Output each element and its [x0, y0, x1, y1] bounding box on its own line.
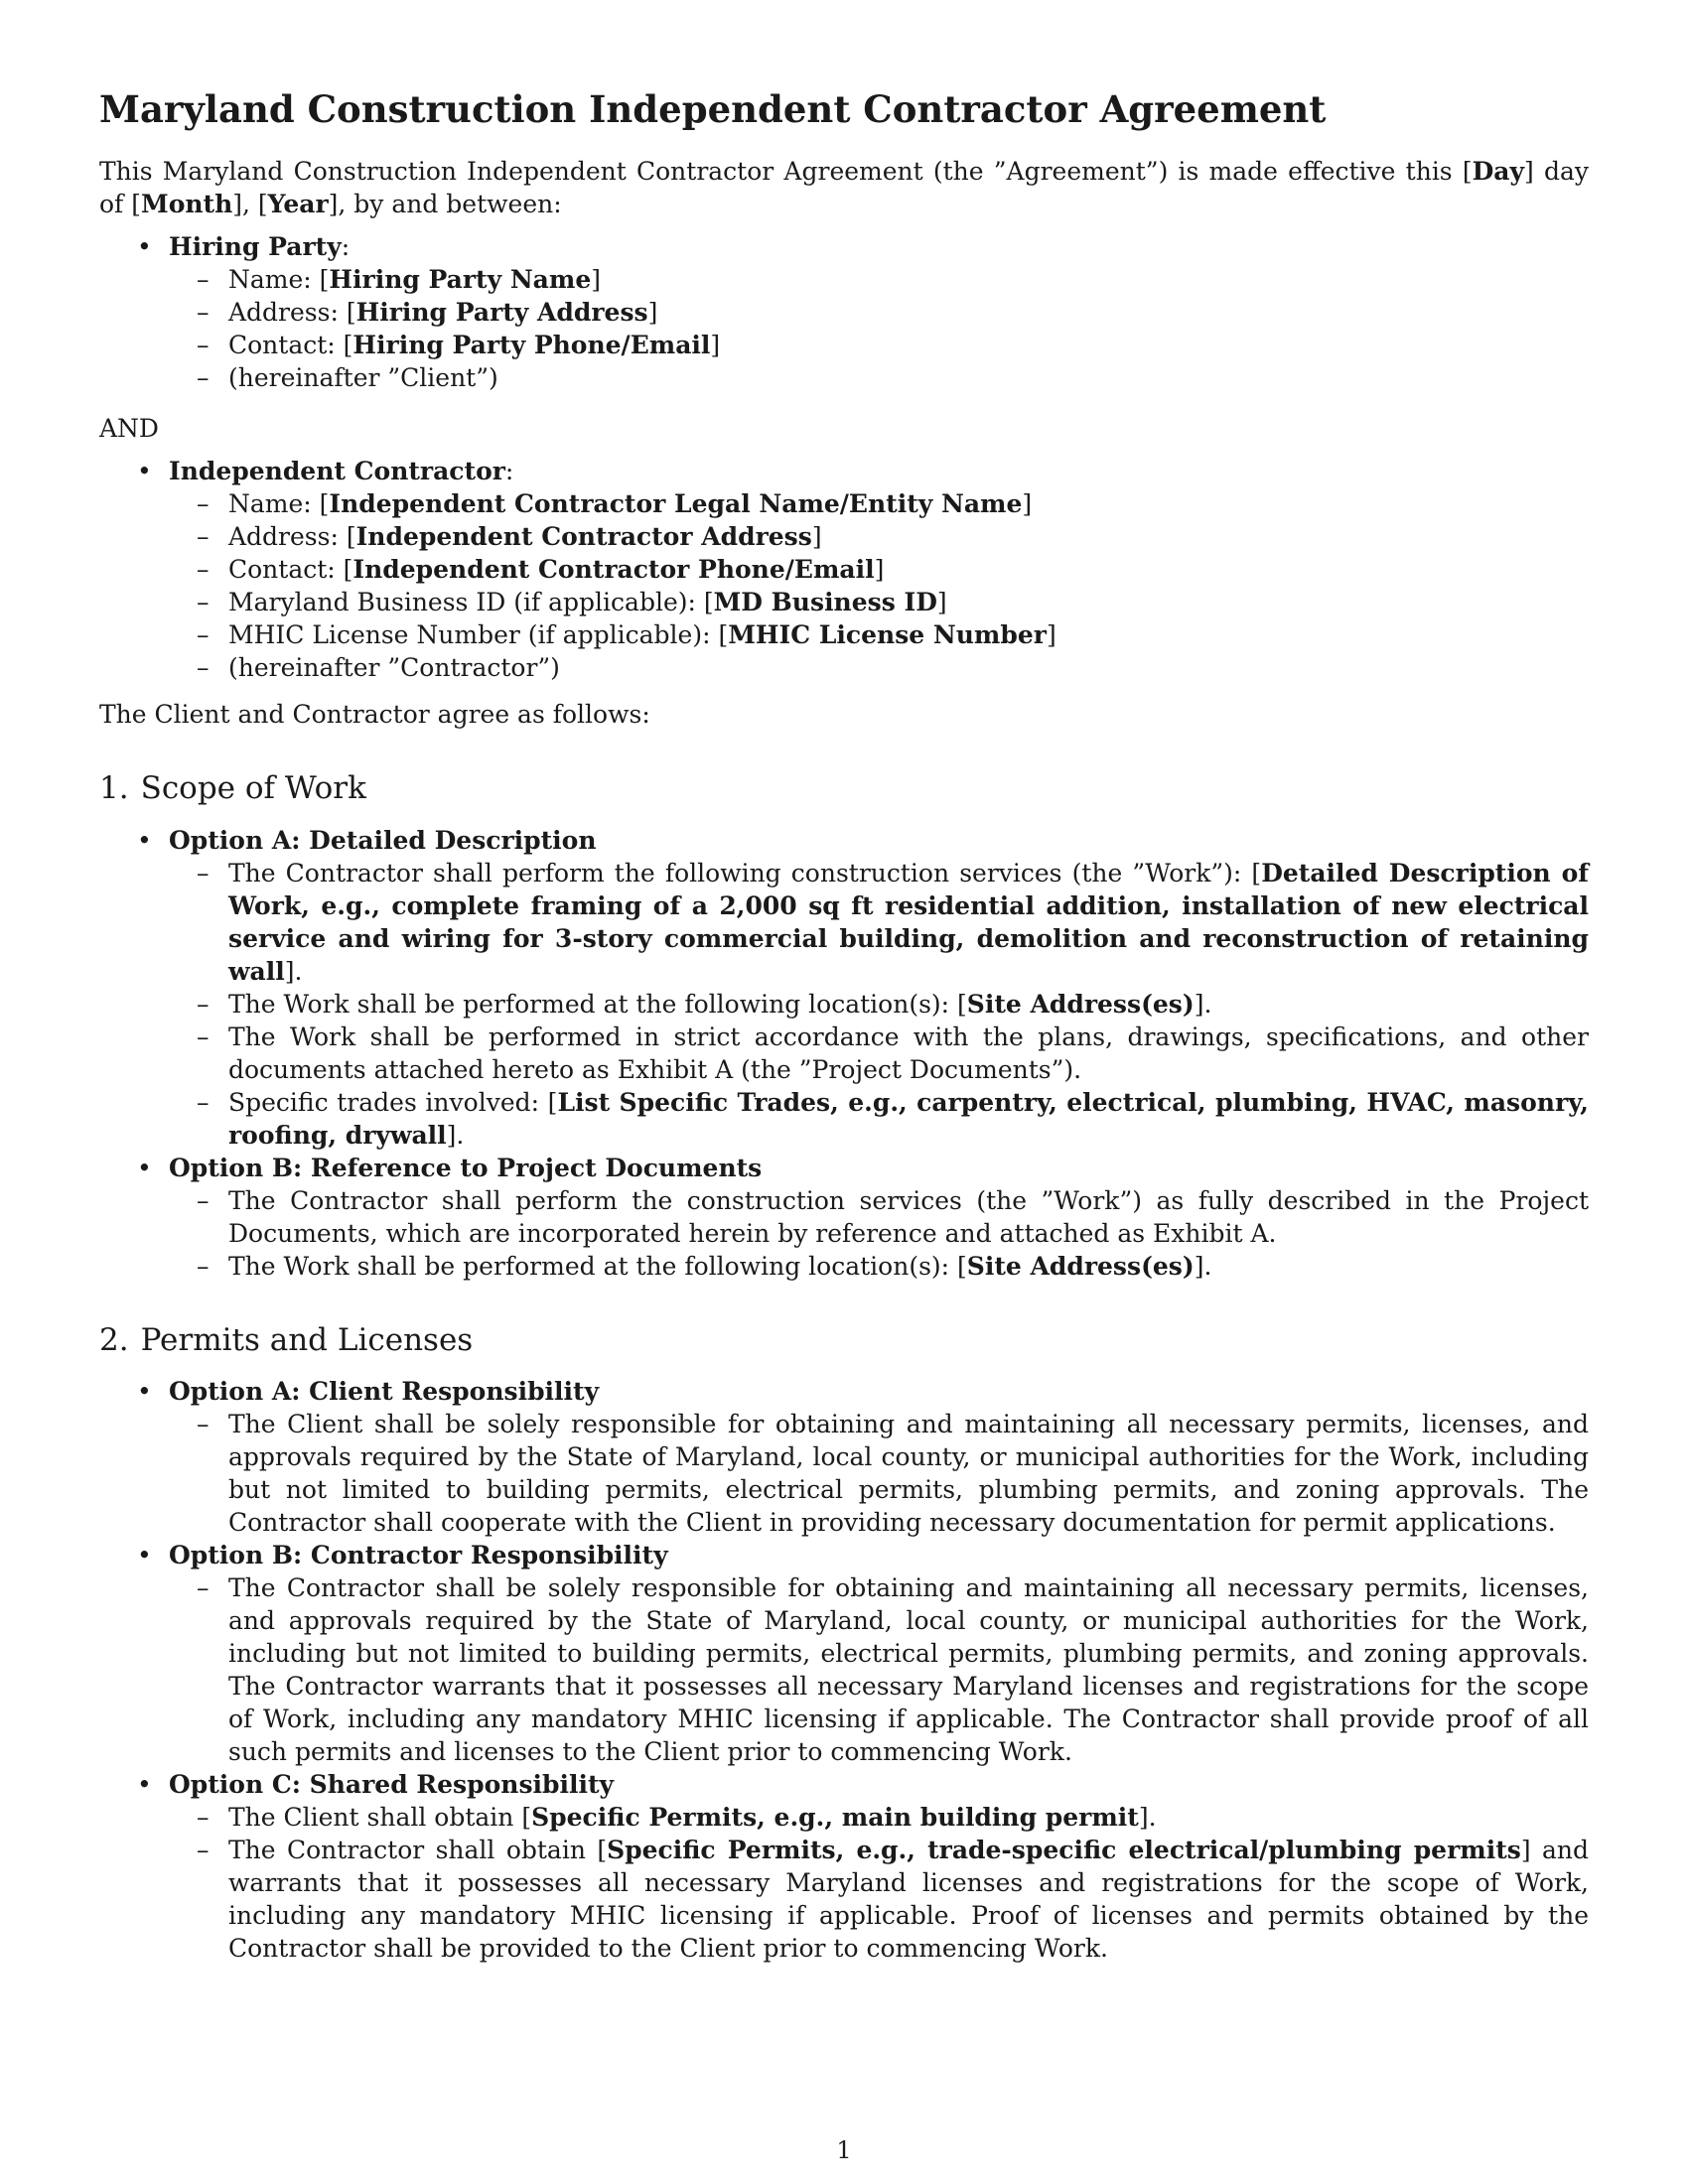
list-item [169, 1834, 1589, 1965]
field-label: Address: [ [228, 298, 356, 328]
permits-option-c [99, 1768, 1589, 1965]
intro-text-3: ], [ [232, 190, 268, 219]
intro-text-4: ], by and between: [328, 190, 562, 219]
client-permits-placeholder: Specific Permits, e.g., main building permit [531, 1802, 1139, 1832]
hiring-party-name: Hiring Party Name [329, 265, 592, 295]
item-text: The Contractor shall obtain [ [228, 1835, 608, 1864]
list-item [169, 857, 1589, 988]
scope-options [99, 824, 1589, 1283]
year-placeholder: Year [267, 190, 329, 219]
list-item: – Address: [Hiring Party Address] [169, 296, 1589, 329]
hiring-party-item: • Hiring Party: – Name: [Hiring Party Name] – Address: [Hiring Party Address] – Contact: [Hiring Party Phone/Email] – (hereinafter ”Client”) [99, 230, 1589, 394]
contractor-business-id: MD Business ID [713, 588, 937, 617]
item-text: ]. [1194, 989, 1212, 1019]
contractor-contact: Independent Contractor Phone/Email [352, 555, 875, 585]
intro-text-2: ] day of [ [99, 157, 1589, 219]
option-heading: Option B: Reference to Project Documents [169, 1153, 763, 1182]
item-text: ]. [1194, 1251, 1212, 1281]
list-item: – Name: [Independent Contractor Legal Name/Entity Name] [169, 487, 1589, 520]
section-number: 2. [99, 1321, 129, 1358]
item-text: ]. [1138, 1802, 1157, 1832]
section-heading-permits [99, 1322, 1589, 1359]
section-title: Permits and Licenses [140, 1321, 474, 1358]
contractor-item: • Independent Contractor: – Name: [Independent Contractor Legal Name/Entity Name] – Address: [Independent Contractor Address] – Contact: [Independent Contractor Phone/Email] – Maryland Business ID (if applicable): [MD Business ID] – MHIC License Number (if applicable): [MHIC License Number] – (hereinafter ”Contractor”) [99, 455, 1589, 684]
contractor-list [99, 455, 1589, 684]
list-item [169, 1086, 1589, 1152]
section-heading-scope [99, 770, 1589, 807]
day-placeholder: Day [1472, 157, 1524, 187]
document-page [99, 87, 1589, 1965]
list-item: – The Work shall be performed in strict accordance with the plans, drawings, specifications, and other documents attached hereto as Exhibit A (the ”Project Documents”). [169, 1021, 1589, 1086]
field-label: Name: [ [228, 265, 330, 295]
field-label: Maryland Business ID (if applicable): [ [228, 588, 714, 617]
field-label: Contact: [ [228, 555, 353, 585]
permits-option-a [99, 1375, 1589, 1539]
list-item: – The Client shall be solely responsible for obtaining and maintaining all necessary permits, licenses, and approvals required by the State of Maryland, local county, or municipal authorities for the Work, including but not limited to building permits, electrical permits, plumbing permits, and zoning approvals. The Contractor shall cooperate with the Client in providing necessary documentation for permit applications. [169, 1408, 1589, 1539]
intro-paragraph [99, 155, 1589, 220]
agree-paragraph: The Client and Contractor agree as follows: [99, 700, 650, 730]
item-text: ]. [284, 956, 303, 986]
field-label: Contact: [ [228, 331, 353, 360]
field-label: Address: [ [228, 522, 356, 552]
and-separator: AND [99, 414, 159, 444]
option-details [169, 1571, 1589, 1768]
page-number: 1 [836, 2136, 852, 2164]
field-label: Name: [ [228, 489, 330, 519]
list-item [169, 1801, 1589, 1834]
list-item: – Contact: [Hiring Party Phone/Email] [169, 329, 1589, 361]
list-item: – (hereinafter ”Client”) [169, 361, 1589, 394]
work-description-placeholder: Detailed Description of Work, e.g., complete framing of a 2,000 sq ft residential addition, installation of new electrical service and wiring for 3-story commercial building, demolition and reconstruction of retaining wall [228, 858, 1589, 986]
list-item: – Name: [Hiring Party Name] [169, 263, 1589, 296]
field-label: MHIC License Number (if applicable): [ [228, 620, 729, 650]
section-number: 1. [99, 770, 129, 807]
option-heading: Option C: Shared Responsibility [169, 1769, 615, 1799]
list-item: – Maryland Business ID (if applicable): [MD Business ID] [169, 586, 1589, 618]
option-details [169, 857, 1589, 1152]
item-text: The Client shall obtain [ [228, 1802, 532, 1832]
hiring-party-details [169, 263, 1589, 394]
list-item: – Address: [Independent Contractor Address] [169, 520, 1589, 553]
list-item [169, 1250, 1589, 1283]
list-item: – Contact: [Independent Contractor Phone/Email] [169, 553, 1589, 586]
list-item [169, 988, 1589, 1021]
option-details [169, 1408, 1589, 1539]
item-text: Specific trades involved: [ [228, 1087, 558, 1117]
option-details [169, 1801, 1589, 1965]
contractor-permits-placeholder: Specific Permits, e.g., trade-specific electrical/plumbing permits [607, 1835, 1521, 1864]
intro-text-1: This Maryland Construction Independent Contractor Agreement (the ”Agreement”) is made effective this [ [99, 157, 1473, 187]
hiring-party-list [99, 230, 1589, 394]
contractor-heading: Independent Contractor [169, 457, 505, 486]
contractor-details [169, 487, 1589, 684]
document-title: Maryland Construction Independent Contractor Agreement [99, 87, 1327, 131]
list-item: – The Contractor shall perform the construction services (the ”Work”) as fully described in the Project Documents, which are incorporated herein by reference and attached as Exhibit A. [169, 1184, 1589, 1250]
contractor-name: Independent Contractor Legal Name/Entity Name [329, 489, 1023, 519]
option-heading: Option A: Detailed Description [169, 825, 597, 855]
hiring-party-contact: Hiring Party Phone/Email [352, 331, 711, 360]
month-placeholder: Month [141, 190, 233, 219]
list-item: – (hereinafter ”Contractor”) [169, 651, 1589, 684]
site-address-placeholder: Site Address(es) [966, 989, 1195, 1019]
list-item: – The Contractor shall be solely responsible for obtaining and maintaining all necessary permits, licenses, and approvals required by the State of Maryland, local county, or municipal authorities for the Work, including but not limited to building permits, electrical permits, plumbing permits, and zoning approvals. The Contractor warrants that it possesses all necessary Maryland licenses and registrations for the scope of Work, including any mandatory MHIC licensing if applicable. The Contractor shall provide proof of all such permits and licenses to the Client prior to commencing Work. [169, 1571, 1589, 1768]
site-address-placeholder: Site Address(es) [966, 1251, 1195, 1281]
option-heading: Option B: Contractor Responsibility [169, 1540, 668, 1570]
item-text: The Work shall be performed at the following location(s): [ [228, 1251, 967, 1281]
hiring-party-heading: Hiring Party [169, 232, 342, 262]
contractor-mhic-license: MHIC License Number [728, 620, 1047, 650]
section-title: Scope of Work [140, 770, 366, 807]
permits-option-b [99, 1539, 1589, 1768]
option-heading: Option A: Client Responsibility [169, 1376, 600, 1406]
item-text: ] and warrants that it possesses all necessary Maryland licenses and registrations for the scope of Work, including any mandatory MHIC licensing if applicable. Proof of licenses and permits obtained by the Contractor shall be provided to the Client prior to commencing Work. [228, 1835, 1590, 1963]
option-details [169, 1184, 1589, 1283]
item-text: The Contractor shall perform the following construction services (the ”Work”): [ [228, 858, 1262, 887]
item-text: ]. [446, 1120, 465, 1150]
scope-option-b [99, 1152, 1589, 1283]
contractor-address: Independent Contractor Address [355, 522, 812, 552]
permits-options [99, 1375, 1589, 1965]
list-item: – MHIC License Number (if applicable): [MHIC License Number] [169, 618, 1589, 651]
hiring-party-address: Hiring Party Address [355, 298, 648, 328]
trades-placeholder: List Specific Trades, e.g., carpentry, electrical, plumbing, HVAC, masonry, roofing, drywall [228, 1087, 1589, 1150]
item-text: The Work shall be performed at the following location(s): [ [228, 989, 967, 1019]
scope-option-a [99, 824, 1589, 1152]
